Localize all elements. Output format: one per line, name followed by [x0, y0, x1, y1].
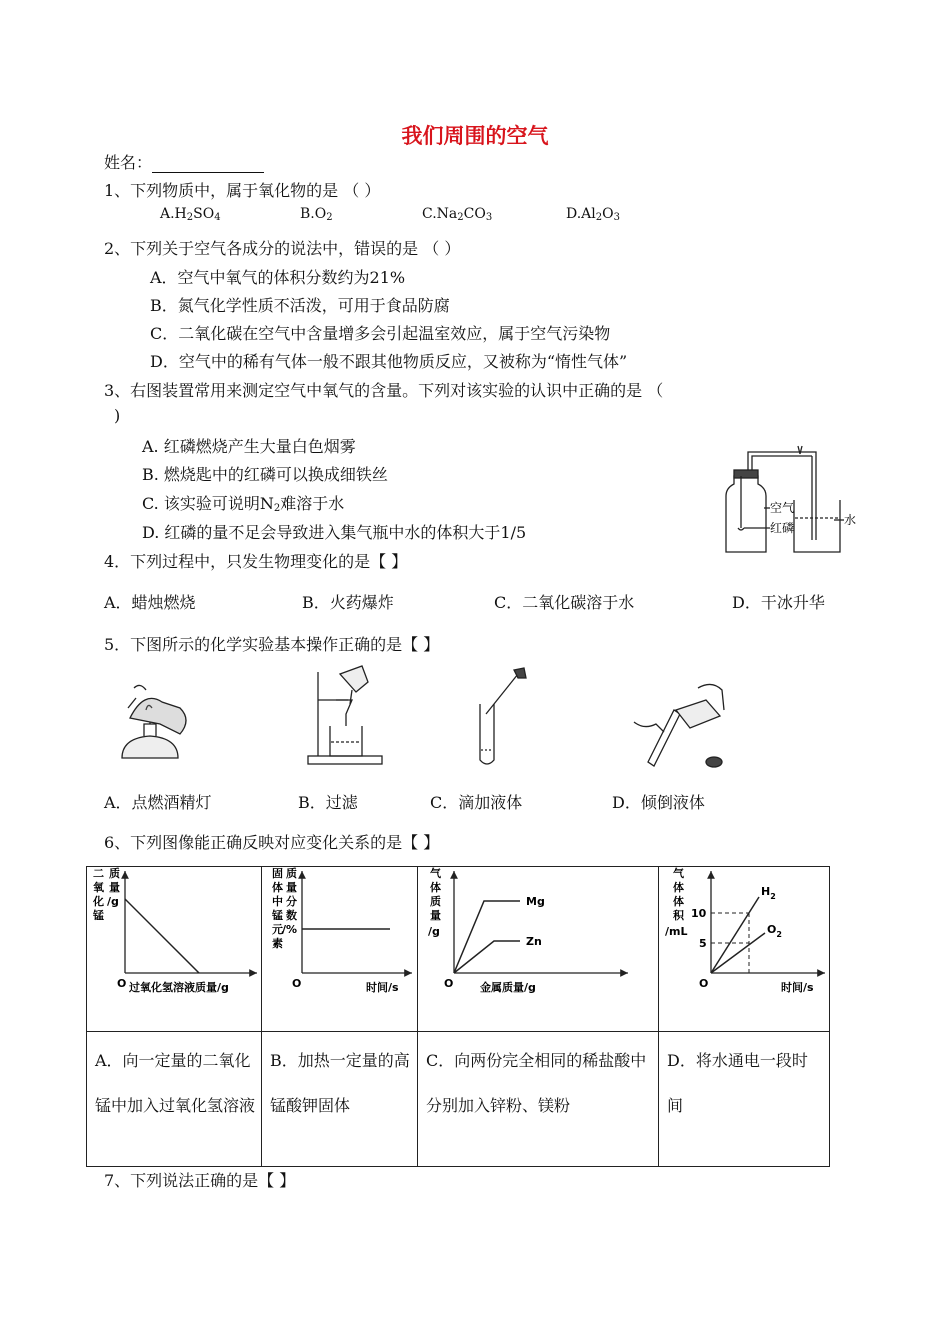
graph-b-ylabel-col1: 固体中锰元素: [272, 867, 283, 950]
q4-option-a: A．蜡烛燃烧: [104, 593, 196, 612]
graph-a-series-line: [125, 899, 199, 973]
graph-b-ylabel-col2: 质量分数/%: [282, 867, 298, 936]
q5-option-d: D．倾倒液体: [612, 793, 705, 812]
q1-option-b: $B.O_2$: [300, 206, 333, 223]
q1-option-a: $A.H_2SO_4$: [160, 206, 221, 223]
q3-option-c: C. 该实验可说明$N_2$难溶于水: [142, 494, 345, 514]
q3-stem-bracket: ): [114, 406, 121, 425]
gas-bottle: [726, 476, 766, 552]
oxygen-measurement-apparatus-figure: [708, 440, 868, 560]
q2-stem: 2、下列关于空气各成分的说法中，错误的是 （ ）: [104, 239, 461, 258]
graph-b-xlabel: 时间/s: [366, 981, 399, 994]
q6-graph-a-cell: [87, 867, 262, 1032]
graph-a-ylabel-col1: 二氧化锰: [93, 867, 104, 922]
graph-a-ylabel-col2: 质量/g: [107, 867, 120, 908]
q1-option-c: $C.Na_2CO_3$: [422, 206, 493, 223]
graph-d-tick-10: 10: [691, 907, 707, 920]
q6-option-d: D．将水通电一段时间: [659, 1032, 830, 1167]
graph-d-series-h2: $H_2$: [761, 885, 776, 901]
label-air: 空气: [770, 501, 795, 515]
graph-a-origin: O: [117, 977, 127, 990]
q4-stem: 4．下列过程中，只发生物理变化的是【 】: [104, 552, 408, 571]
graph-c-xlabel: 金属质量/g: [480, 981, 536, 994]
q3-option-a: A. 红磷燃烧产生大量白色烟雾: [142, 437, 356, 456]
q1-stem: 1、下列物质中，属于氧化物的是 （ ）: [104, 181, 381, 200]
q4-option-d: D．干冰升华: [732, 593, 825, 612]
dropping-liquid-figure: [460, 664, 540, 774]
pouring-liquid-figure: [628, 670, 738, 780]
q6-graph-b-cell: [262, 867, 418, 1032]
graph-d-series-o2: $O_2$: [767, 923, 782, 939]
q5-stem: 5．下图所示的化学实验基本操作正确的是【 】: [104, 635, 440, 654]
q5-option-b: B．过滤: [298, 793, 358, 812]
q6-graph-d-cell: [659, 867, 830, 1032]
name-blank: [152, 156, 264, 173]
rubber-stopper: [734, 470, 758, 478]
q1-option-d: $D.Al_2O_3$: [566, 206, 620, 223]
q6-stem: 6、下列图像能正确反映对应变化关系的是【 】: [104, 833, 440, 852]
graph-c-series-mg: Mg: [526, 895, 545, 908]
q6-option-a: A．向一定量的二氧化锰中加入过氧化氢溶液: [87, 1032, 262, 1167]
graph-c-zn-line: [454, 941, 520, 973]
q4-option-c: C．二氧化碳溶于水: [494, 593, 635, 612]
graph-b-origin: O: [292, 977, 302, 990]
graph-c-mg-line: [454, 901, 520, 973]
q2-option-a: A．空气中氧气的体积分数约为21%: [150, 268, 406, 287]
page-title: 我们周围的空气: [401, 124, 549, 148]
q3-option-b: B. 燃烧匙中的红磷可以换成细铁丝: [142, 465, 388, 484]
name-label: 姓名：: [104, 153, 153, 172]
q2-option-d: D．空气中的稀有气体一般不跟其他物质反应，又被称为“惰性气体”: [150, 352, 628, 371]
graph-d-origin: O: [699, 977, 709, 990]
q2-option-c: C．二氧化碳在空气中含量增多会引起温室效应，属于空气污染物: [150, 324, 611, 343]
label-red-phosphorus: 红磷: [770, 521, 795, 535]
label-water: 水: [844, 513, 857, 527]
q4-option-b: B．火药爆炸: [302, 593, 394, 612]
q5-option-c: C．滴加液体: [430, 793, 523, 812]
q5-option-a: A．点燃酒精灯: [104, 793, 212, 812]
q6-option-b: B．加热一定量的高锰酸钾固体: [262, 1032, 418, 1167]
q6-graph-c: [418, 867, 658, 1027]
q6-option-c: C．向两份完全相同的稀盐酸中分别加入锌粉、镁粉: [418, 1032, 659, 1167]
graph-c-origin: O: [444, 977, 454, 990]
q3-stem: 3、右图装置常用来测定空气中氧气的含量。下列对该实验的认识中正确的是 （: [104, 381, 664, 400]
filtration-figure: [300, 660, 400, 770]
name-line: [104, 150, 264, 173]
q6-graph-a: [87, 867, 261, 1027]
q3-option-d: D. 红磷的量不足会导致进入集气瓶中水的体积大于1/5: [142, 523, 527, 542]
graph-d-tick-5: 5: [699, 937, 707, 950]
graph-d-h2-line: [711, 897, 759, 973]
graph-c-series-zn: Zn: [526, 935, 542, 948]
q6-table: [86, 866, 830, 1167]
beaker: [794, 500, 840, 552]
q6-graph-c-cell: [418, 867, 659, 1032]
q6-graph-d: [659, 867, 829, 1027]
graph-d-ylabel: 气体体积/mL: [665, 867, 688, 938]
graph-d-xlabel: 时间/s: [781, 981, 814, 994]
graph-a-xlabel: 过氧化氢溶液质量/g: [129, 981, 229, 994]
q7-stem: 7、下列说法正确的是【 】: [104, 1171, 296, 1190]
graph-c-ylabel: 气体质量/g: [428, 867, 441, 938]
lighting-alcohol-lamp-figure: [100, 668, 200, 768]
graph-d-o2-line: [711, 933, 765, 973]
q6-graph-b: [262, 867, 417, 1027]
q2-option-b: B．氮气化学性质不活泼，可用于食品防腐: [150, 296, 450, 315]
